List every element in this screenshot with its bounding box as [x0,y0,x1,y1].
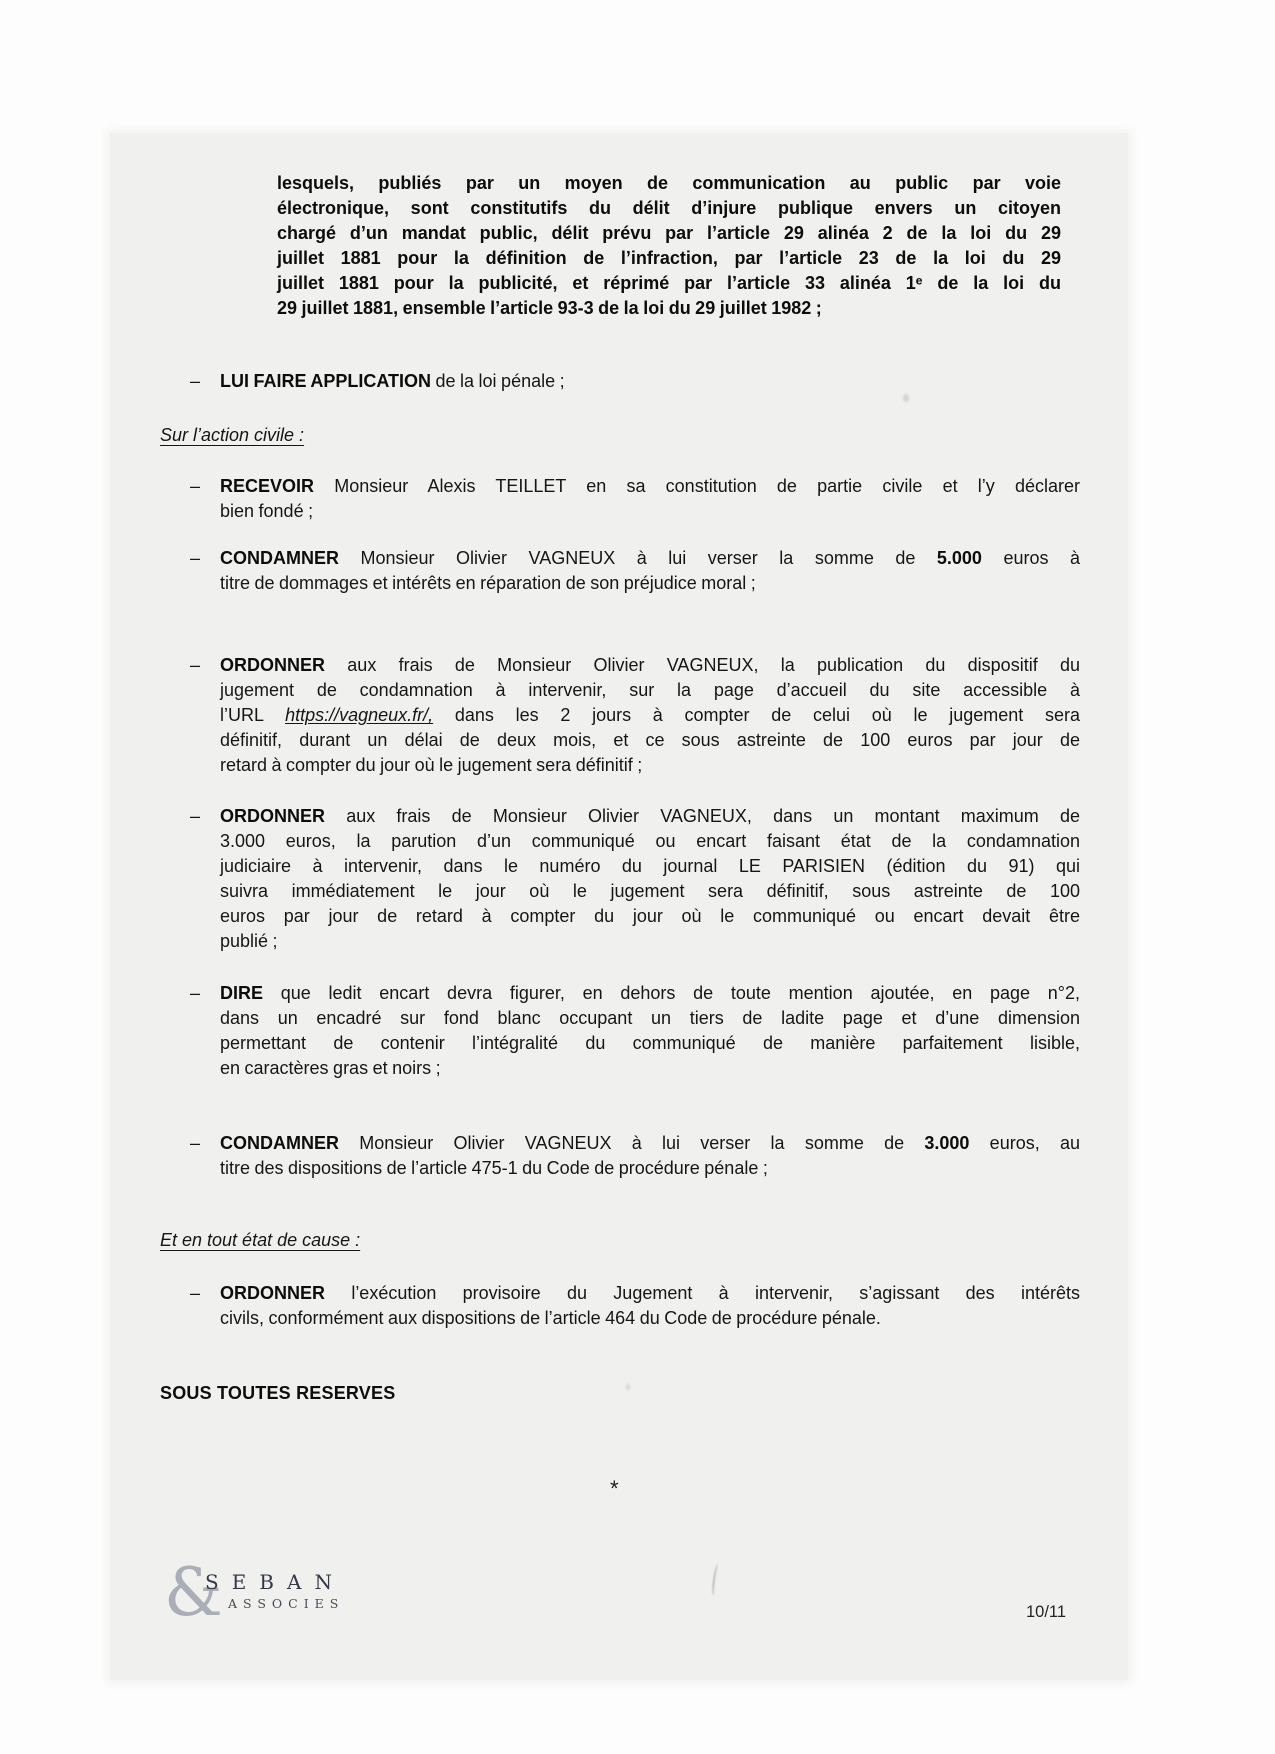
page-number: 10/11 [1026,1603,1067,1621]
plea-item-lui-faire-application [190,369,1080,394]
bullet-dash: – [190,1283,201,1303]
plea-item-ordonner-publication-site [190,653,1080,778]
plea-text: CONDAMNER Monsieur Olivier VAGNEUX à lui verser la somme de 3.000 euros, au titre des dispositions de l’article 475-1 du Code de procédure pénale ; [220,1133,1080,1178]
intro-clause-paragraph: lesquels, publiés par un moyen de communication au public par voie électronique, sont constitutifs du délit d’injure publique envers un citoyen chargé d’un mandat public, délit prévu par l’article 29 alinéa 2 de la loi du 29 juillet 1881 pour la définition de l’infraction, par l’article 23 de la loi du 29 juillet 1881 pour la publicité, et réprimé par l’article 33 alinéa 1ᵉ de la loi du 29 juillet 1881, ensemble l’article 93-3 de la loi du 29 juillet 1982 ; [277,173,1061,318]
plea-text: DIRE que ledit encart devra figurer, en dehors de toute mention ajoutée, en page n°2, dans un encadré sur fond blanc occupant un tiers de ladite page et d’une dimension permettant de contenir l’intégralité du communiqué de manière parfaitement lisible, en caractères gras et noirs ; [220,983,1080,1078]
bullet-dash: – [190,371,201,391]
star-separator: * [610,1476,619,1501]
plea-text: LUI FAIRE APPLICATION de la loi pénale ; [220,371,565,391]
plea-text: ORDONNER l’exécution provisoire du Jugement à intervenir, s’agissant des intérêts civils, conformément aux dispositions de l’article 464 du Code de procédure pénale. [220,1283,1080,1328]
seban-associes-logo [150,1554,390,1646]
logo-firm-subtitle: ASSOCIES [228,1596,345,1611]
section-heading-etat-de-cause: Et en tout état de cause : [160,1230,361,1250]
plea-text: RECEVOIR Monsieur Alexis TEILLET en sa constitution de partie civile et l’y déclarer bien fondé ; [220,476,1080,521]
plea-text: ORDONNER aux frais de Monsieur Olivier VAGNEUX, dans un montant maximum de 3.000 euros, la parution d’un communiqué ou encart faisant état de la condamnation judiciaire à intervenir, dans le numéro du journal LE PARISIEN (édition du 91) qui suivra immédiatement le jour où le jugement sera définitif, sous astreinte de 100 euros par jour de retard à compter du jour où le communiqué ou encart devait être publié ; [220,806,1080,951]
plea-item-dire-encart [190,981,1080,1081]
bullet-dash: – [190,476,201,496]
logo-ampersand-glyph: & [164,1554,223,1631]
bullet-dash: – [190,548,201,568]
bullet-dash: – [190,983,201,1003]
bullet-dash: – [190,1133,201,1153]
logo-firm-name: SEBAN [205,1570,345,1594]
plea-item-recevoir [190,474,1080,524]
plea-item-condamner-3000 [190,1131,1080,1181]
section-heading-action-civile: Sur l’action civile : [160,425,305,445]
bullet-dash: – [190,655,201,675]
bullet-dash: – [190,806,201,826]
plea-text: CONDAMNER Monsieur Olivier VAGNEUX à lui verser la somme de 5.000 euros à titre de dommages et intérêts en réparation de son préjudice moral ; [220,548,1080,593]
plea-item-condamner-5000 [190,546,1080,596]
closing-formula-sous-toutes-reserves: SOUS TOUTES RESERVES [160,1383,396,1403]
plea-item-ordonner-execution-provisoire [190,1281,1080,1331]
plea-item-ordonner-communique-parisien [190,804,1080,954]
plea-text-with-document-url: ORDONNER aux frais de Monsieur Olivier VAGNEUX, la publication du dispositif du jugement de condamnation à intervenir, sur la page d’accueil du site accessible à l’URL https://vagneux.fr/, dans les 2 jours à compter de celui où le jugement sera définitif, durant un délai de deux mois, et ce sous astreinte de 100 euros par jour de retard à compter du jour où le jugement sera définitif ; [220,655,1080,775]
